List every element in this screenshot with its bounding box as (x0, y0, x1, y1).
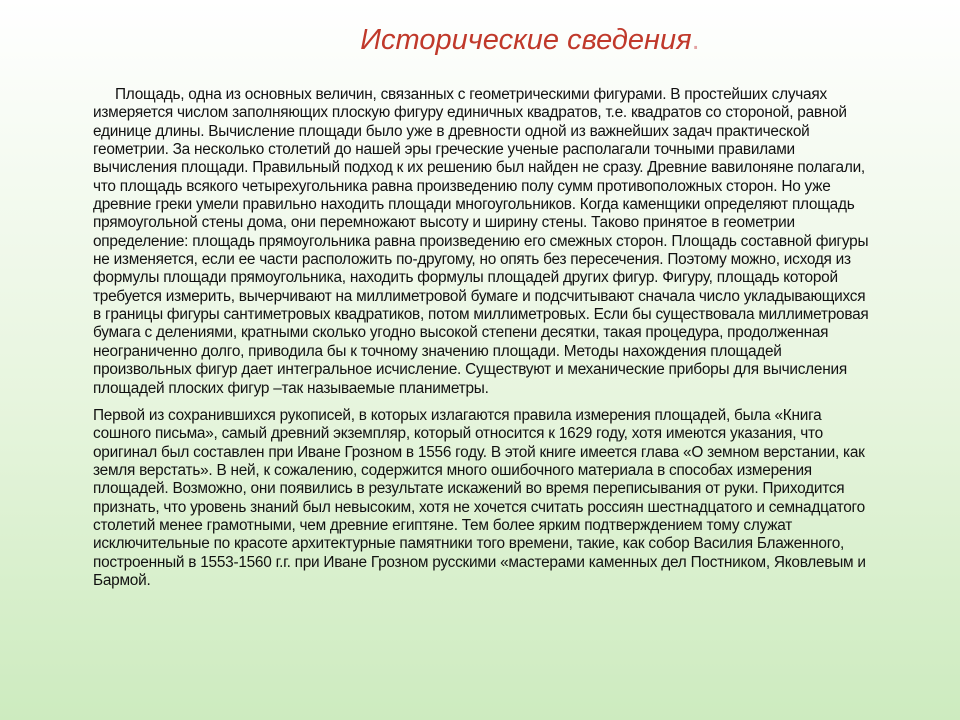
slide-title (0, 24, 960, 57)
slide-title-text: Исторические сведения (360, 24, 692, 56)
slide-body (93, 86, 873, 590)
slide-title-dot: . (691, 24, 700, 56)
paragraph-area-definition: Площадь, одна из основных величин, связанных с геометрическими фигурами. В простейших случаях измеряется числом заполняющих плоскую фигуру единичных квадратов, т.е. квадратов со стороной, равной единице длины. Вычисление площади было уже в древности одной из важнейших задач практической геометрии. За несколько столетий до нашей эры греческие ученые располагали точными правилами вычисления площади. Правильный подход к их решению был найден не сразу. Древние вавилоняне полагали, что площадь всякого четырехугольника равна произведению полу сумм противоположных сторон. Но уже древние греки умели правильно находить площади многоугольников. Когда каменщики определяют площадь прямоугольной стены дома, они перемножают высоту и ширину стены. Таково принятое в геометрии определение: площадь прямоугольника равна произведению его смежных сторон. Площадь составной фигуры не изменяется, если ее части расположить по-другому, но опять без пересечения. Поэтому можно, исходя из формулы площади прямоугольника, находить формулы площадей других фигур. Фигуру, площадь которой требуется измерить, вычерчивают на миллиметровой бумаге и подсчитывают сначала число укладывающихся в границы фигуры сантиметровых квадратиков, потом миллиметровых. Если бы существовала миллиметровая бумага с делениями, кратными сколько угодно высокой степени десятки, такая процедура, продолженная неограниченно долго, приводила бы к точному значению площади. Методы нахождения площадей произвольных фигур дает интегральное исчисление. Существуют и механические приборы для вычисления площадей плоских фигур –так называемые планиметры. (93, 86, 869, 397)
paragraph-history-russia: Первой из сохранившихся рукописей, в которых излагаются правила измерения площадей, была «Книга сошного письма», самый древний экземпляр, который относится к 1629 году, хотя имеются указания, что оригинал был составлен при Иване Грозном в 1556 году. В этой книге имеется глава «О земном верстании, как земля верстать». В ней, к сожалению, содержится много ошибочного материала в способах измерения площадей. Возможно, они появились в результате искажений во время переписывания от руки. Приходится признать, что уровень знаний был невысоким, хотя не хочется считать россиян шестнадцатого и семнадцатого столетий менее грамотными, чем древние египтяне. Тем более ярким подтверждением тому служат исключительные по красоте архитектурные памятники того времени, такие, как собор Василия Блаженного, построенный в 1553-1560 г.г. при Иване Грозном русскими «мастерами каменных дел Постником, Яковлевым и Бармой. (93, 406, 866, 589)
